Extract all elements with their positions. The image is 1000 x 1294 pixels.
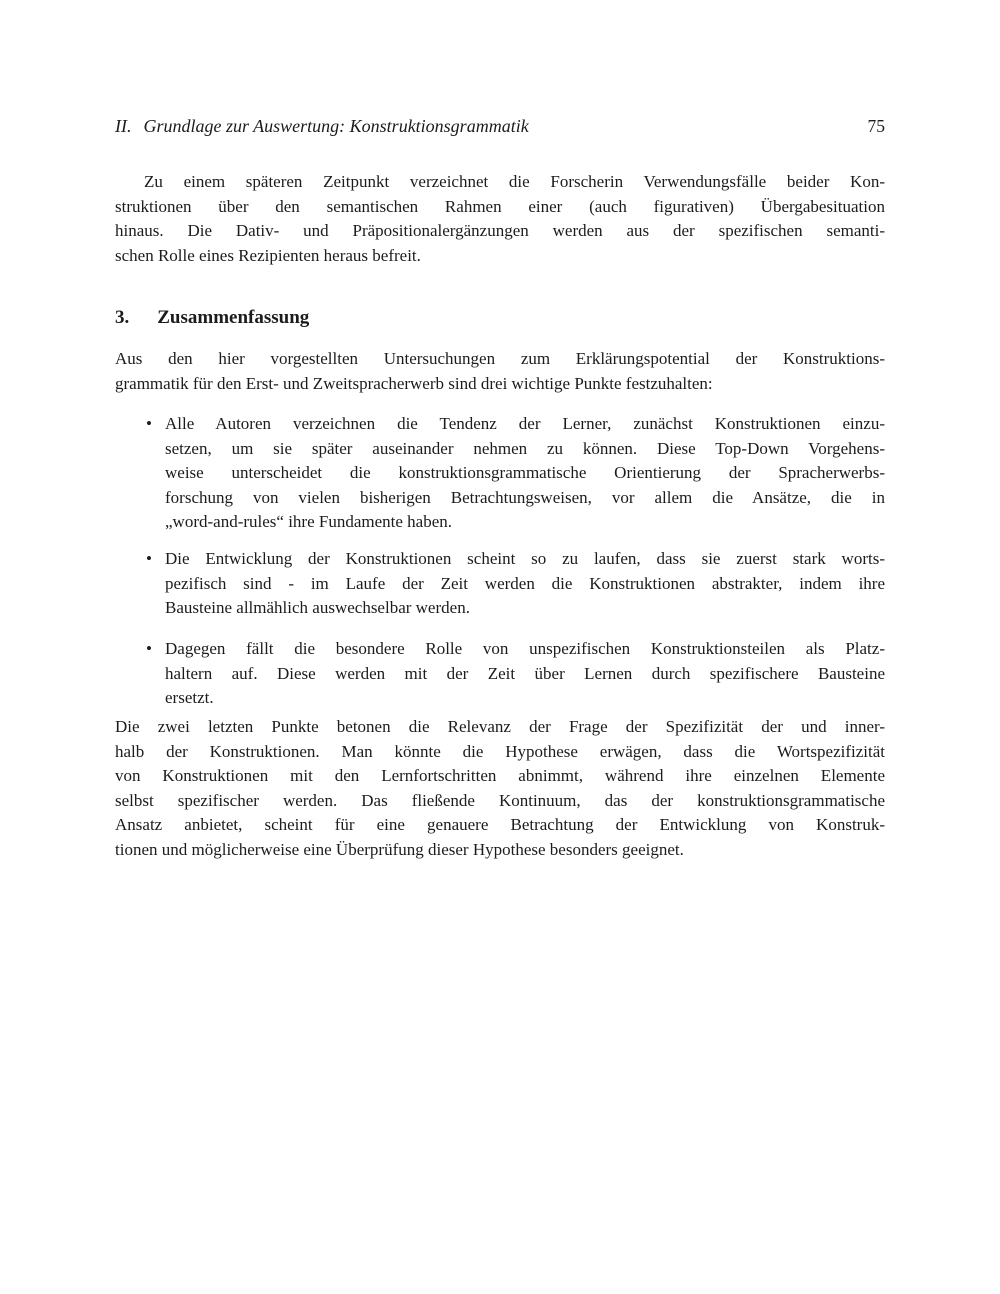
text-line: Bausteine allmählich auswechselbar werden. bbox=[165, 598, 470, 618]
text-line: Die zwei letzten Punkte betonen die Relevanz der Frage der Spezifizität der und inner- bbox=[115, 717, 885, 736]
text-line: setzen, um sie später auseinander nehmen zu können. Diese Top-Down Vorgehens- bbox=[165, 438, 885, 458]
text-line: haltern auf. Diese werden mit der Zeit über Lernen durch spezifischere Bausteine bbox=[165, 663, 885, 683]
text-line: Zu einem späteren Zeitpunkt verzeichnet die Forscherin Verwendungsfälle beider Kon- bbox=[144, 172, 885, 191]
text-line: selbst spezifischer werden. Das fließende Kontinuum, das der konstruktionsgrammatische bbox=[115, 790, 885, 810]
text-line: ersetzt. bbox=[165, 688, 214, 708]
chapter-title-label: Grundlage zur Auswertung: Konstruktionsgrammatik bbox=[143, 116, 529, 136]
text-line: von Konstruktionen mit den Lernfortschritten abnimmt, während ihre einzelnen Elemente bbox=[115, 766, 885, 786]
section-heading bbox=[115, 307, 885, 329]
paragraph-intro bbox=[115, 170, 885, 268]
text-line: Alle Autoren verzeichnen die Tendenz der Lerner, zunächst Konstruktionen einzu- bbox=[165, 414, 885, 433]
text-line: Die Entwicklung der Konstruktionen scheint so zu laufen, dass sie zuerst stark worts- bbox=[165, 549, 885, 568]
text-line: pezifisch sind - im Laufe der Zeit werden die Konstruktionen abstrakter, indem ihre bbox=[165, 573, 885, 593]
list-item-text bbox=[165, 412, 885, 535]
text-line: „word-and-rules“ ihre Fundamente haben. bbox=[165, 512, 452, 532]
text-line: hinaus. Die Dativ- und Präpositionalergänzungen werden aus der spezifischen semanti- bbox=[115, 221, 885, 241]
text-line: schen Rolle eines Rezipienten heraus befreit. bbox=[115, 245, 421, 265]
running-header-title bbox=[115, 116, 529, 137]
text-line: tionen und möglicherweise eine Überprüfung dieser Hypothese besonders geeignet. bbox=[115, 839, 684, 859]
paragraph-conclusion bbox=[115, 715, 885, 863]
bullet-icon: • bbox=[146, 549, 152, 568]
bullet-icon: • bbox=[146, 639, 152, 658]
section-title: Zusammenfassung bbox=[157, 307, 310, 328]
text-line: weise unterscheidet die konstruktionsgrammatische Orientierung der Spracherwerbs- bbox=[165, 463, 885, 483]
text-line: Ansatz anbietet, scheint für eine genauere Betrachtung der Entwicklung von Konstruk- bbox=[115, 815, 885, 835]
text-line: Aus den hier vorgestellten Untersuchungen zum Erklärungspotential der Konstruktions- bbox=[115, 349, 885, 368]
text-line: grammatik für den Erst- und Zweitspracherwerb sind drei wichtige Punkte festzuhalten: bbox=[115, 373, 713, 393]
list-item bbox=[115, 412, 885, 535]
list-item-text bbox=[165, 547, 885, 621]
page-number: 75 bbox=[867, 116, 885, 136]
bullet-icon: • bbox=[146, 414, 152, 433]
text-line: Dagegen fällt die besondere Rolle von unspezifischen Konstruktionsteilen als Platz- bbox=[165, 639, 885, 658]
text-line: struktionen über den semantischen Rahmen einer (auch figurativen) Übergabesituation bbox=[115, 196, 885, 216]
list-item-text bbox=[165, 637, 885, 711]
chapter-number-label: II. bbox=[115, 116, 132, 136]
list-item bbox=[115, 547, 885, 621]
text-line: halb der Konstruktionen. Man könnte die Hypothese erwägen, dass die Wortspezifizität bbox=[115, 741, 885, 761]
paragraph-summary-lead bbox=[115, 347, 885, 396]
text-line: forschung von vielen bisherigen Betrachtungsweisen, vor allem die Ansätze, die in bbox=[165, 487, 885, 507]
section-number: 3. bbox=[115, 307, 130, 328]
list-item bbox=[115, 637, 885, 711]
running-header bbox=[115, 116, 885, 137]
